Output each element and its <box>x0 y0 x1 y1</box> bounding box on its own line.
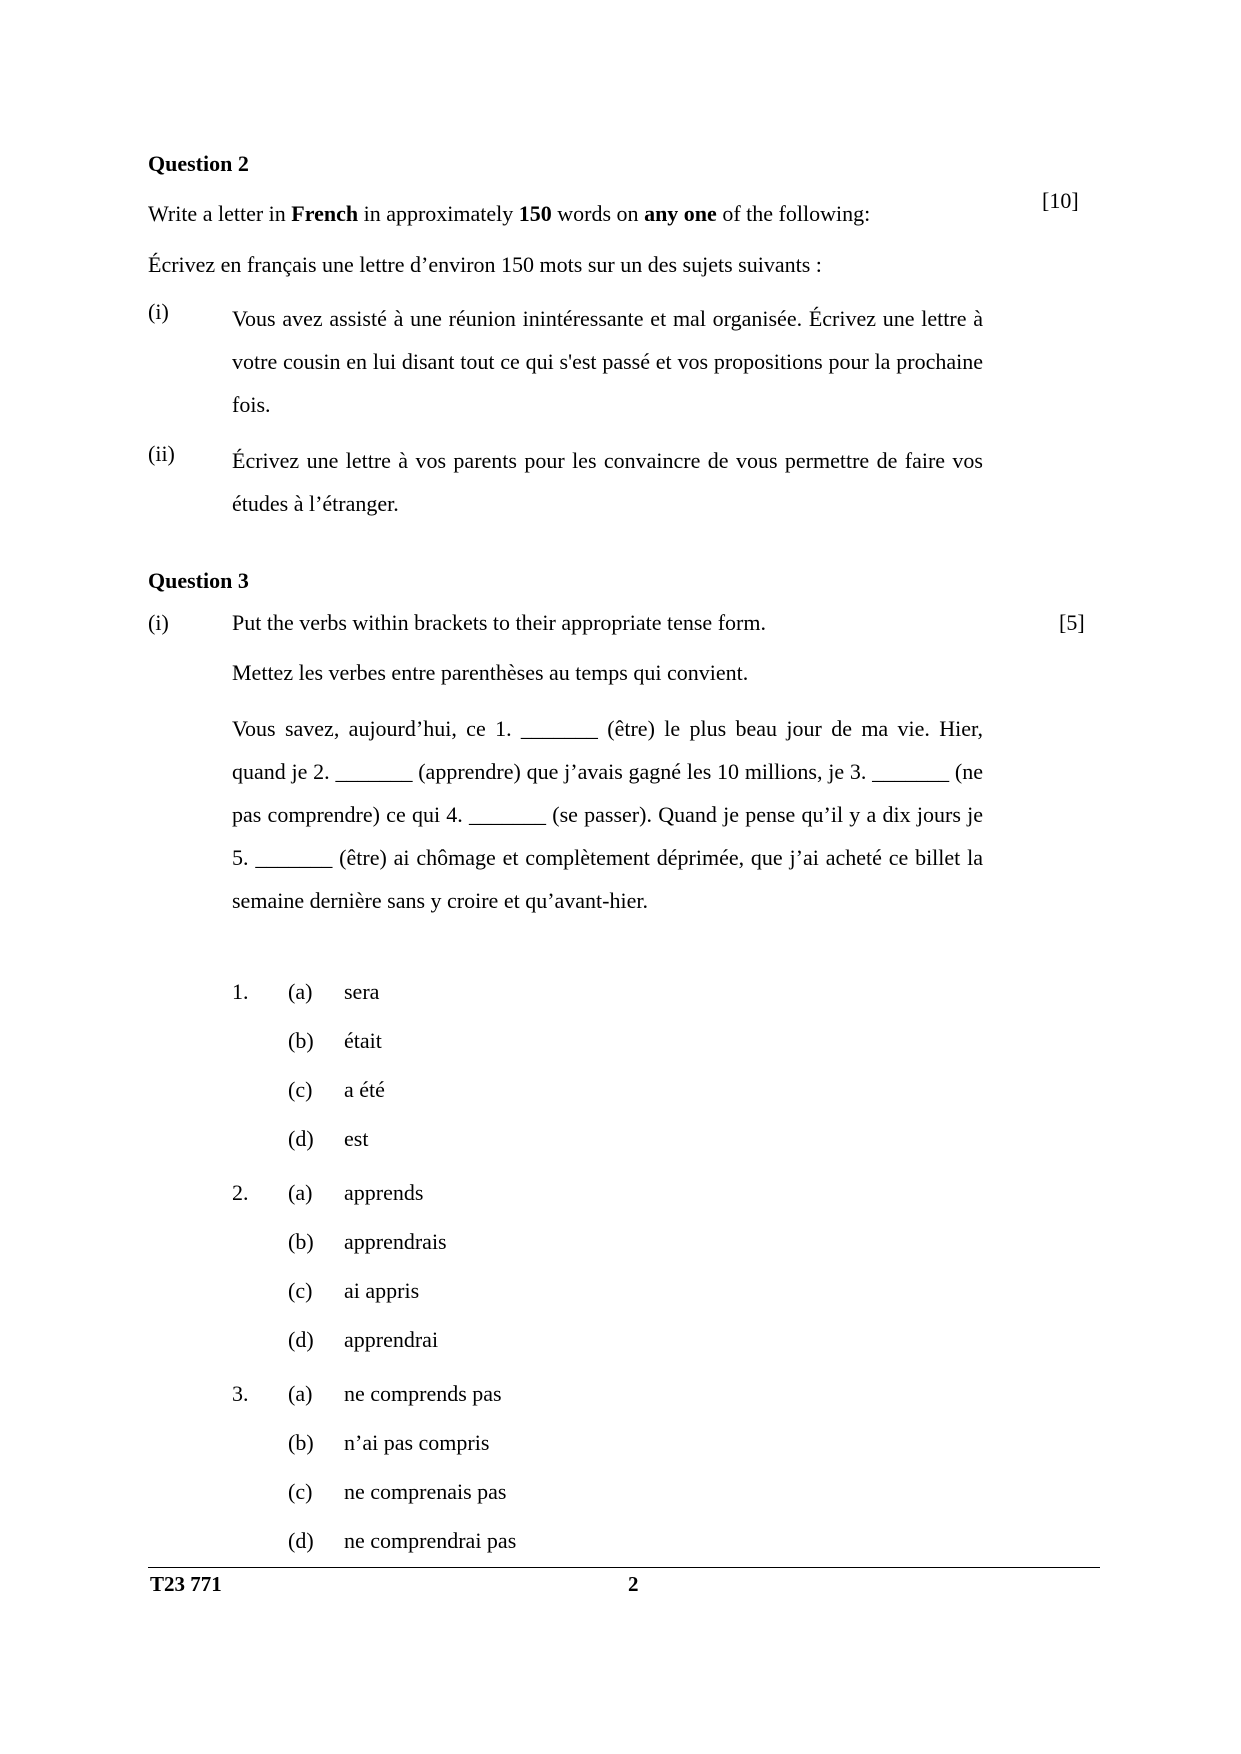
q3-subquestion-3-number: 3. <box>232 1381 249 1406</box>
q3-3-option-b-text: n’ai pas compris <box>344 1430 490 1455</box>
q3-1-option-a-text: sera <box>344 979 380 1004</box>
q3-part-number: (i) <box>148 610 169 635</box>
q3-2-option-c-text: ai appris <box>344 1278 420 1303</box>
instr-text: Write a letter in <box>148 201 292 226</box>
q3-1-option-c-text: a été <box>344 1077 385 1102</box>
instr-bold-150: 150 <box>518 201 552 226</box>
q3-3-option-c-text: ne comprenais pas <box>344 1479 507 1504</box>
question-3-heading: Question 3 <box>148 568 249 593</box>
q3-1-option-b-letter: (b) <box>288 1028 314 1053</box>
instr-text: of the following: <box>716 201 871 226</box>
q3-3-option-d-text: ne comprendrai pas <box>344 1528 517 1553</box>
q3-3-option-c-letter: (c) <box>288 1479 313 1504</box>
q3-1-option-d-letter: (d) <box>288 1126 314 1151</box>
footer-divider <box>148 1567 1100 1568</box>
q3-subquestion-2-number: 2. <box>232 1180 249 1205</box>
question-2-instruction <box>148 203 870 225</box>
q3-2-option-d-text: apprendrai <box>344 1327 439 1352</box>
question-2-marks: [10] <box>1042 188 1079 213</box>
instr-text: in approximately <box>358 201 519 226</box>
question-2-instruction-fr: Écrivez en français une lettre d’environ 150 mots sur un des sujets suivants : <box>148 252 822 277</box>
q3-1-option-a-letter: (a) <box>288 979 313 1004</box>
q2-item-1-number: (i) <box>148 299 169 324</box>
q3-2-option-b-letter: (b) <box>288 1229 314 1254</box>
q3-2-option-a-text: apprends <box>344 1180 424 1205</box>
footer-page-number: 2 <box>628 1572 639 1596</box>
q3-3-option-b-letter: (b) <box>288 1430 314 1455</box>
q3-2-option-c-letter: (c) <box>288 1278 313 1303</box>
q3-2-option-d-letter: (d) <box>288 1327 314 1352</box>
q2-item-1-text: Vous avez assisté à une réunion inintéressante et mal organisée. Écrivez une lettre à votre cousin en lui disant tout ce qui s'est passé et vos propositions pour la prochaine fois. <box>232 306 983 417</box>
q3-instruction-fr: Mettez les verbes entre parenthèses au temps qui convient. <box>232 660 749 685</box>
q2-item-2-text: Écrivez une lettre à vos parents pour les convaincre de vous permettre de faire vos études à l’étranger. <box>232 448 983 516</box>
q3-passage: Vous savez, aujourd’hui, ce 1. _______ (être) le plus beau jour de ma vie. Hier, quand je 2. _______ (apprendre) que j’avais gagné les 10 millions, je 3. _______ (ne pas comprendre) ce qui 4. _______ (se passer). Quand je pense qu’il y a dix jours je 5. _______ (être) ai chômage et complètement déprimée, que j’ai acheté ce billet la semaine dernière sans y croire et qu’avant-hier. <box>232 716 983 913</box>
q3-subquestion-1-number: 1. <box>232 979 249 1004</box>
q3-instruction-en: Put the verbs within brackets to their appropriate tense form. <box>232 610 766 635</box>
instr-bold-french: French <box>291 201 359 226</box>
question-3-marks: [5] <box>1059 610 1085 635</box>
question-2-heading: Question 2 <box>148 151 249 176</box>
q3-1-option-b-text: était <box>344 1028 382 1053</box>
q3-3-option-a-text: ne comprends pas <box>344 1381 502 1406</box>
instr-bold-any-one: any one <box>644 201 717 226</box>
q3-2-option-b-text: apprendrais <box>344 1229 447 1254</box>
q3-3-option-a-letter: (a) <box>288 1381 313 1406</box>
q3-1-option-d-text: est <box>344 1126 369 1151</box>
q2-item-2-number: (ii) <box>148 441 175 466</box>
q3-3-option-d-letter: (d) <box>288 1528 314 1553</box>
instr-text: words on <box>551 201 645 226</box>
footer-paper-code: T23 771 <box>150 1572 222 1596</box>
q3-1-option-c-letter: (c) <box>288 1077 313 1102</box>
q3-2-option-a-letter: (a) <box>288 1180 313 1205</box>
